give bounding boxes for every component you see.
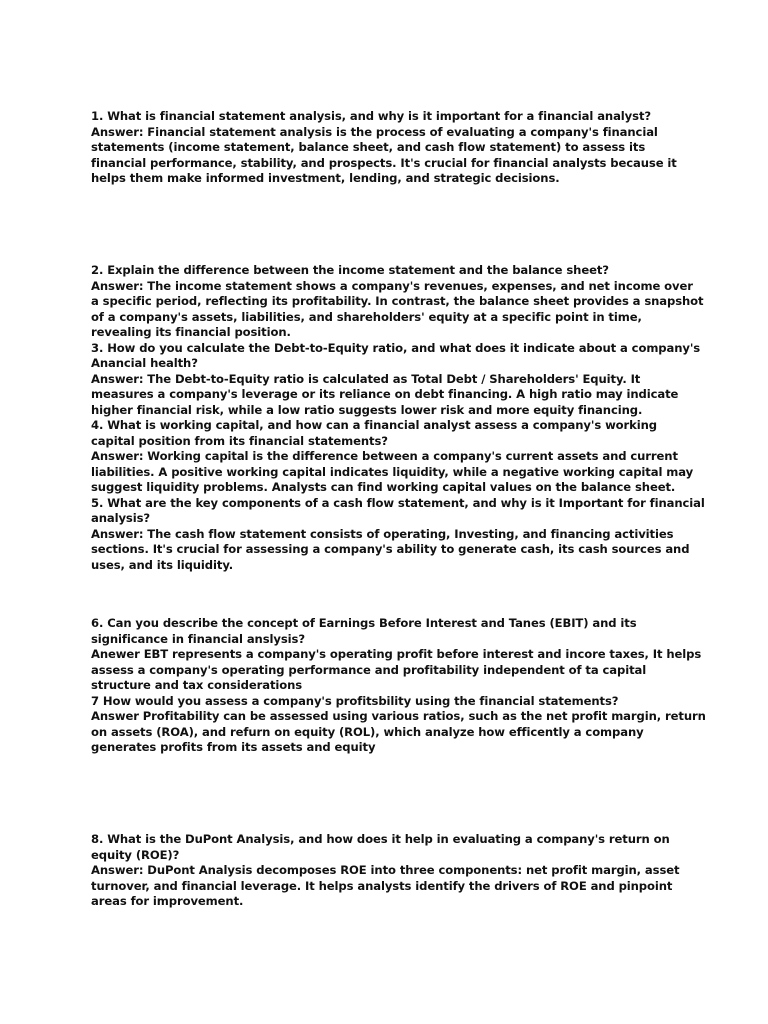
text-line: Answer: Financial statement analysis is the process of evaluating a company's financial	[91, 124, 658, 139]
text-line: Answer: The cash flow statement consists of operating, Investing, and financing activities	[91, 526, 674, 541]
text-line: Answer: The Debt-to-Equity ratio is calculated as Total Debt / Shareholders' Equity. It	[91, 371, 641, 386]
text-line: structure and tax considerations	[91, 678, 303, 692]
text-line: 6. Can you describe the concept of Earnings Before Interest and Tanes (EBIT) and its	[91, 616, 637, 630]
text-line: turnover, and financial leverage. It helps analysts identify the drivers of ROE and pinpoint	[91, 878, 673, 893]
text-line: Answer: DuPont Analysis decomposes ROE into three components: net profit margin, asset	[91, 863, 680, 877]
text-line: areas for improvement.	[91, 894, 244, 908]
text-line: 5. What are the key components of a cash flow statement, and why is it Important for financial	[91, 495, 705, 510]
qa-block-4	[91, 832, 691, 910]
text-line: equity (ROE)?	[91, 847, 180, 862]
text-line: 8. What is the DuPont Analysis, and how does it help in evaluating a company's return on	[91, 832, 670, 846]
text-line: 4. What is working capital, and how can a financial analyst assess a company's working	[91, 418, 657, 432]
text-line: 7 How would you assess a company's profitsbility using the financial statements?	[91, 693, 619, 708]
text-line: a specific period, reflecting its profitability. In contrast, the balance sheet provides a snapshot	[91, 294, 704, 308]
text-line: significance in financial anslysis?	[91, 631, 305, 646]
text-line: of a company's assets, liabilities, and shareholders' equity at a specific point in time,	[91, 309, 642, 324]
text-line: Answer Profitability can be assessed using various ratios, such as the net profit margin, return	[91, 709, 706, 723]
text-line: 2. Explain the difference between the income statement and the balance sheet?	[91, 263, 609, 277]
text-line: Answer: Working capital is the difference between a company's current assets and current	[91, 449, 678, 463]
text-line: 3. How do you calculate the Debt-to-Equity ratio, and what does it indicate about a company's	[91, 340, 701, 355]
text-line: statements (income statement, balance sheet, and cash flow statement) to assess its	[91, 140, 646, 154]
text-line: measures a company's leverage or its reliance on debt financing. A high ratio may indicate	[91, 387, 679, 401]
text-line: Anewer EBT represents a company's operating profit before interest and incore taxes, It helps	[91, 647, 702, 661]
text-line: financial performance, stability, and prospects. It's crucial for financial analysts because it	[91, 155, 677, 170]
text-line: helps them make informed investment, lending, and strategic decisions.	[91, 171, 560, 185]
text-line: higher financial risk, while a low ratio suggests lower risk and more equity financing.	[91, 402, 643, 417]
qa-block-2	[91, 263, 705, 573]
text-line: capital position from its financial statements?	[91, 433, 388, 448]
text-line: uses, and its liquidity.	[91, 557, 234, 572]
qa-block-3	[91, 616, 706, 756]
qa-block-1	[91, 109, 691, 187]
text-line: on assets (ROA), and refurn on equity (ROL), which analyze how efficently a company	[91, 724, 644, 739]
text-line: assess a company's operating performance and profitability independent of ta capital	[91, 662, 647, 677]
text-line: 1. What is financial statement analysis, and why is it important for a financial analyst?	[91, 109, 652, 123]
text-line: suggest liquidity problems. Analysts can find working capital values on the balance sheet.	[91, 480, 676, 494]
text-line: revealing its financial position.	[91, 325, 291, 339]
text-line: sections. It's crucial for assessing a company's ability to generate cash, its cash sources and	[91, 542, 690, 556]
text-line: generates profits from its assets and equity	[91, 740, 376, 754]
text-line: Answer: The income statement shows a company's revenues, expenses, and net income over	[91, 278, 693, 293]
text-line: Anancial health?	[91, 356, 198, 370]
text-line: analysis?	[91, 511, 151, 525]
text-line: liabilities. A positive working capital indicates liquidity, while a negative working capital may	[91, 464, 694, 479]
